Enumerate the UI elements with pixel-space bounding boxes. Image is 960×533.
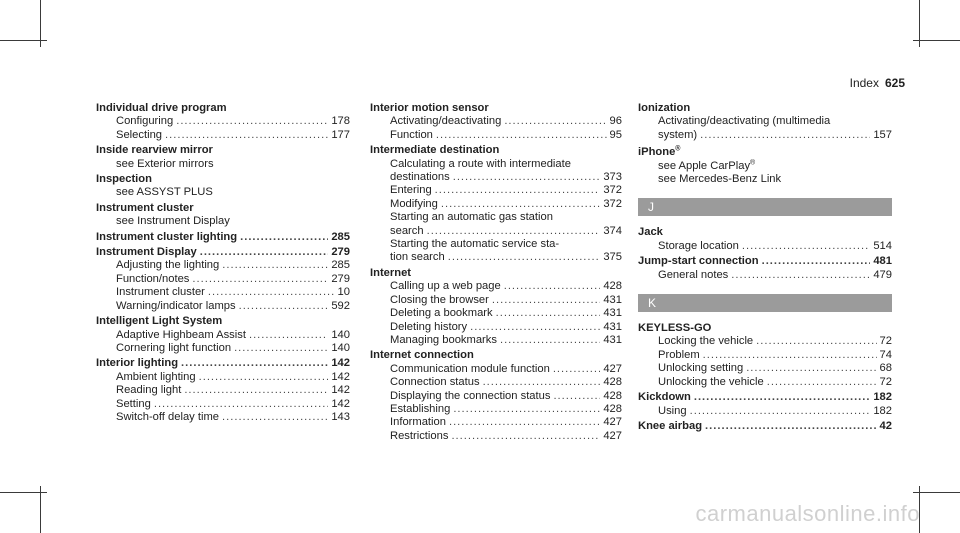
entry-sub: Ambient lighting ..... 142 xyxy=(96,371,350,384)
crop-mark xyxy=(913,492,960,493)
entry-heading: Instrument cluster lighting ..... 285 xyxy=(96,231,350,244)
entry-heading: Internet connection xyxy=(370,349,474,362)
page-number: 625 xyxy=(884,76,905,90)
entry-heading: KEYLESS-GO xyxy=(638,322,712,335)
entry-sub: Establishing ..... 428 xyxy=(370,403,622,416)
entry-sub: Instrument cluster ..... 10 xyxy=(96,286,350,299)
page-ref: 427 xyxy=(603,416,622,429)
index-column-3 xyxy=(638,102,892,433)
entry-sub: Entering ..... 372 xyxy=(370,184,622,197)
page-ref: 142 xyxy=(331,384,350,397)
entry-sub: destinations ..... 373 xyxy=(370,171,622,184)
entry-see: see Exterior mirrors xyxy=(116,157,214,170)
page-ref: 374 xyxy=(603,224,622,237)
page-ref: 279 xyxy=(331,272,350,285)
entry-sub: Storage location ..... 514 xyxy=(638,240,892,253)
page-ref: 42 xyxy=(879,419,892,432)
entry-heading: Ionization xyxy=(638,102,691,114)
section-letter-k: K xyxy=(638,294,892,312)
entry-sub: tion search ..... 375 xyxy=(370,251,622,264)
page-ref: 68 xyxy=(879,362,892,375)
section-letter-j: J xyxy=(638,198,892,216)
entry-sub: Adjusting the lighting ..... 285 xyxy=(96,259,350,272)
page-ref: 74 xyxy=(879,348,892,361)
page-ref: 279 xyxy=(331,246,350,259)
header-label: Index xyxy=(849,76,879,90)
page-ref: 142 xyxy=(331,357,350,370)
page-ref: 140 xyxy=(331,328,350,341)
page-ref: 479 xyxy=(873,268,892,281)
page-ref: 182 xyxy=(873,404,892,417)
page-ref: 431 xyxy=(603,293,622,306)
entry-sub: Cornering light function ..... 140 xyxy=(96,342,350,355)
entry-see: see Mercedes-Benz Link xyxy=(658,173,782,186)
crop-mark xyxy=(913,40,960,41)
entry-see: see ASSYST PLUS xyxy=(116,186,213,199)
entry-heading: iPhone® xyxy=(638,145,681,159)
entry-sub: Warning/indicator lamps ..... 592 xyxy=(96,300,350,313)
k-entries xyxy=(638,322,892,433)
entry-sub: Using ..... 182 xyxy=(638,405,892,418)
entry-sub: Information ..... 427 xyxy=(370,416,622,429)
page-ref: 514 xyxy=(873,239,892,252)
page-ref: 95 xyxy=(609,128,622,141)
index-entry xyxy=(638,102,892,142)
entry-sub: Displaying the connection status ..... 428 xyxy=(370,390,622,403)
entry-sub: Calling up a web page ..... 428 xyxy=(370,280,622,293)
entry-see: Starting the automatic service sta- xyxy=(390,238,560,251)
entry-heading: Kickdown ..... 182 xyxy=(638,391,892,404)
entry-sub: Switch-off delay time ..... 143 xyxy=(96,411,350,424)
page-ref: 427 xyxy=(603,429,622,442)
entry-see: Starting an automatic gas station xyxy=(390,211,553,224)
page-header xyxy=(850,76,905,90)
page-ref: 431 xyxy=(603,320,622,333)
entry-sub: Reading light ..... 142 xyxy=(96,384,350,397)
entry-sub: Connection status ..... 428 xyxy=(370,376,622,389)
page-ref: 178 xyxy=(331,115,350,128)
index-column-1 xyxy=(96,102,350,424)
page-ref: 428 xyxy=(603,402,622,415)
page-ref: 142 xyxy=(331,397,350,410)
entry-heading: Instrument cluster xyxy=(96,201,194,214)
entry-sub: system) ..... 157 xyxy=(638,129,892,142)
entry-sub: Restrictions ..... 427 xyxy=(370,430,622,443)
entry-sub: Configuring ..... 178 xyxy=(96,115,350,128)
entry-heading: Interior motion sensor xyxy=(370,102,489,114)
watermark: carmanualsonline.info xyxy=(695,501,920,526)
page-ref: 177 xyxy=(331,128,350,141)
entry-sub: Problem ..... 74 xyxy=(638,349,892,362)
entry-see: see Apple CarPlay® xyxy=(658,158,756,172)
page-ref: 142 xyxy=(331,370,350,383)
entry-heading: Intermediate destination xyxy=(370,144,500,157)
entry-sub: General notes ..... 479 xyxy=(638,269,892,282)
entry-sub: Deleting a bookmark ..... 431 xyxy=(370,307,622,320)
entry-heading: Jack xyxy=(638,226,663,239)
entry-heading: Inside rearview mirror xyxy=(96,144,213,157)
j-entries xyxy=(638,226,892,282)
page-ref: 143 xyxy=(331,410,350,423)
crop-mark xyxy=(40,486,41,533)
entry-sub: Unlocking the vehicle ..... 72 xyxy=(638,376,892,389)
page-ref: 431 xyxy=(603,307,622,320)
page-ref: 373 xyxy=(603,171,622,184)
entry-heading: Inspection xyxy=(96,173,152,186)
crop-mark xyxy=(0,40,47,41)
page-ref: 428 xyxy=(603,376,622,389)
entry-sub: search ..... 374 xyxy=(370,225,622,238)
index-column-2 xyxy=(370,102,622,443)
entry-sub: Unlocking setting ..... 68 xyxy=(638,362,892,375)
page-ref: 10 xyxy=(337,286,350,299)
entry-heading: Individual drive program xyxy=(96,102,227,114)
entry-heading: Jump-start connection ..... 481 xyxy=(638,255,892,268)
entry-sub: Locking the vehicle ..... 72 xyxy=(638,335,892,348)
entry-see: see Instrument Display xyxy=(116,215,230,228)
page-ref: 427 xyxy=(603,362,622,375)
page-ref: 72 xyxy=(879,335,892,348)
page-ref: 96 xyxy=(609,115,622,128)
entry-sub: Selecting ..... 177 xyxy=(96,129,350,142)
page-ref: 182 xyxy=(873,391,892,404)
entry-heading: Internet xyxy=(370,266,412,279)
page-ref: 431 xyxy=(603,333,622,346)
page-ref: 375 xyxy=(603,251,622,264)
page-ref: 428 xyxy=(603,280,622,293)
entry-sub: Modifying ..... 372 xyxy=(370,198,622,211)
page-ref: 285 xyxy=(331,230,350,243)
index-entry xyxy=(638,146,892,186)
entry-sub: Function/notes ..... 279 xyxy=(96,273,350,286)
entry-sub: Function ..... 95 xyxy=(370,129,622,142)
page-ref: 140 xyxy=(331,341,350,354)
entry-heading: Interior lighting ..... 142 xyxy=(96,357,350,370)
entry-sub: Deleting history ..... 431 xyxy=(370,321,622,334)
entry-sub: Activating/deactivating (multimedia xyxy=(658,115,831,128)
entry-sub: Setting ..... 142 xyxy=(96,398,350,411)
entry-sub: Activating/deactivating ..... 96 xyxy=(370,115,622,128)
entry-sub: Managing bookmarks ..... 431 xyxy=(370,334,622,347)
entry-heading: Intelligent Light System xyxy=(96,315,223,328)
page-ref: 72 xyxy=(879,375,892,388)
entry-heading: Knee airbag ..... 42 xyxy=(638,420,892,433)
page-ref: 372 xyxy=(603,184,622,197)
crop-mark xyxy=(0,492,47,493)
entry-sub: Communication module function ..... 427 xyxy=(370,363,622,376)
page-ref: 592 xyxy=(331,299,350,312)
entry-heading: Instrument Display ..... 279 xyxy=(96,246,350,259)
page-ref: 372 xyxy=(603,197,622,210)
page-ref: 428 xyxy=(603,389,622,402)
entry-sub: Closing the browser ..... 431 xyxy=(370,294,622,307)
entry-sub: Adaptive Highbeam Assist ..... 140 xyxy=(96,329,350,342)
page-ref: 285 xyxy=(331,259,350,272)
entry-see: Calculating a route with intermediate xyxy=(390,157,571,170)
page-ref: 481 xyxy=(873,255,892,268)
